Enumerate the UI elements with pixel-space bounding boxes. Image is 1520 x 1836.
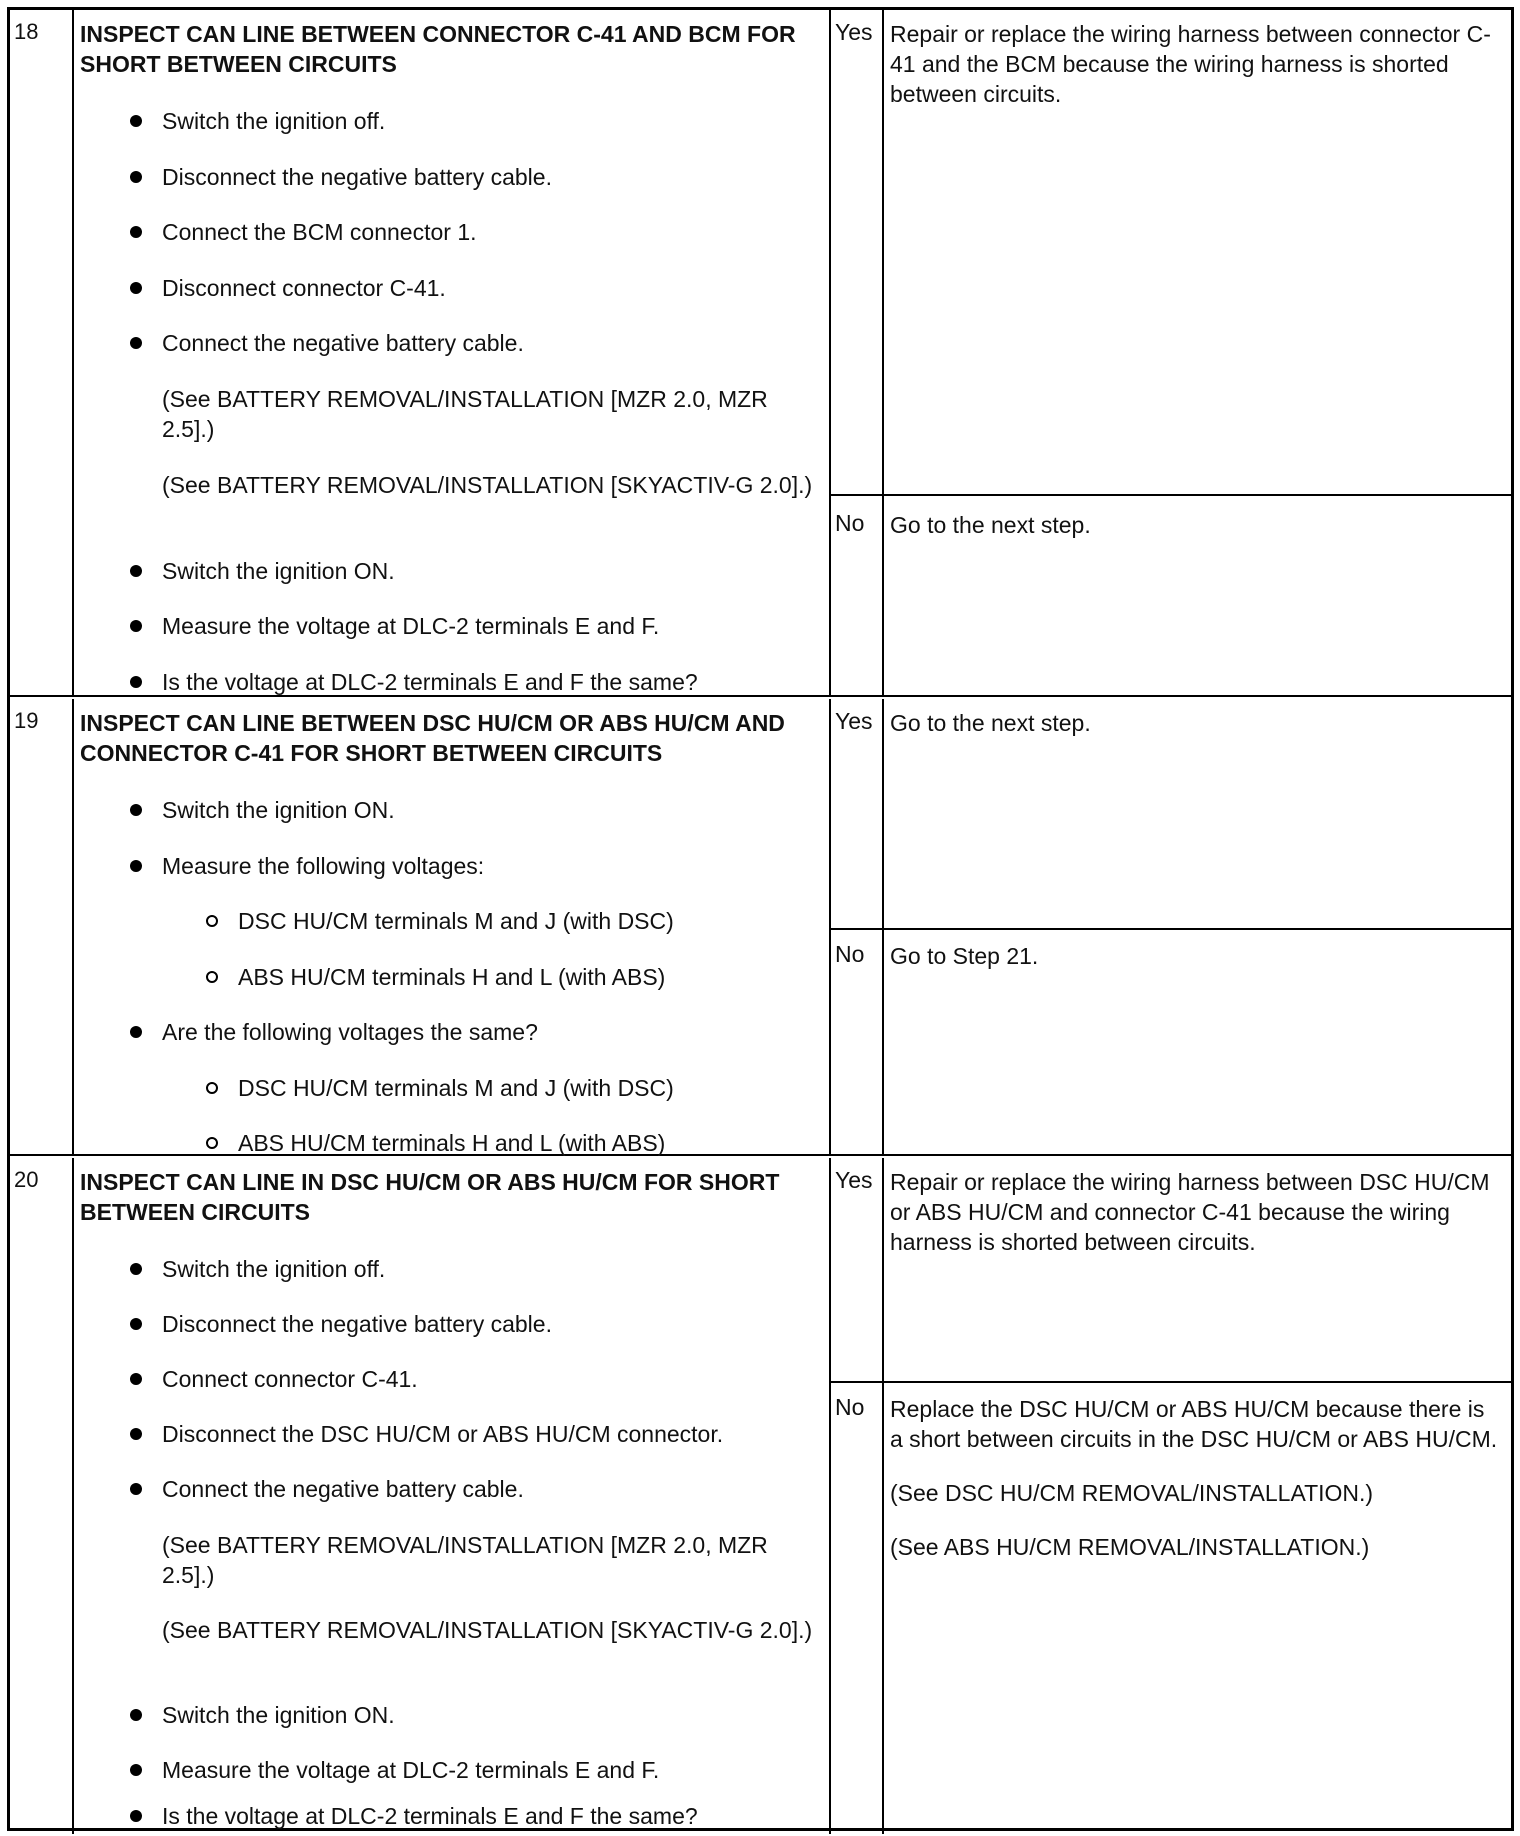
column-divider (829, 10, 831, 695)
instruction-item: Switch the ignition ON. (162, 795, 822, 825)
diagnostic-table (7, 7, 1514, 1831)
row-divider (829, 928, 1511, 930)
instruction-subitem: ABS HU/CM terminals H and L (with ABS) (238, 1128, 823, 1158)
bullet-icon (130, 804, 142, 816)
instruction-item: Disconnect the negative battery cable. (162, 1309, 822, 1339)
bullet-icon (130, 337, 142, 349)
instruction-item: Switch the ignition ON. (162, 556, 822, 586)
bullet-icon (130, 282, 142, 294)
instruction-subitem: DSC HU/CM terminals M and J (with DSC) (238, 906, 823, 936)
instruction-item: Connect the negative battery cable. (162, 328, 822, 358)
no-action: Go to the next step. (890, 512, 1091, 538)
instruction-item: Connect connector C-41. (162, 1364, 822, 1394)
sub-bullet-icon (206, 1137, 218, 1149)
instruction-item: Switch the ignition off. (162, 1254, 822, 1284)
yes-action: Repair or replace the wiring harness between DSC HU/CM or ABS HU/CM and connector C-41 because the wiring harness is shorted between circuits. (890, 1169, 1490, 1255)
bullet-icon (130, 1810, 142, 1822)
instruction-item: Switch the ignition off. (162, 106, 822, 136)
instruction-note: (See BATTERY REMOVAL/INSTALLATION [SKYACTIV-G 2.0].) (162, 1617, 813, 1643)
bullet-icon (130, 1373, 142, 1385)
column-divider (882, 10, 884, 695)
instruction-subitem: DSC HU/CM terminals M and J (with DSC) (238, 1073, 823, 1103)
column-divider (829, 1158, 831, 1834)
yes-label: Yes (835, 708, 873, 734)
instruction-note: (See BATTERY REMOVAL/INSTALLATION [MZR 2.0, MZR 2.5].) (162, 1532, 768, 1588)
bullet-icon (130, 1428, 142, 1440)
step-20 (10, 1158, 1511, 1834)
sub-bullet-icon (206, 1082, 218, 1094)
no-label: No (835, 510, 865, 536)
bullet-icon (130, 565, 142, 577)
yes-action: Repair or replace the wiring harness between connector C-41 and the BCM because the wiring harness is shorted between circuits. (890, 21, 1491, 107)
step-title: INSPECT CAN LINE BETWEEN CONNECTOR C-41 AND BCM FOR SHORT BETWEEN CIRCUITS (80, 21, 796, 77)
step-title: INSPECT CAN LINE BETWEEN DSC HU/CM OR ABS HU/CM AND CONNECTOR C-41 FOR SHORT BETWEEN CIRCUITS (80, 710, 785, 766)
instruction-item: Connect the BCM connector 1. (162, 217, 822, 247)
bullet-icon (130, 620, 142, 632)
bullet-icon (130, 676, 142, 688)
yes-label: Yes (835, 19, 873, 45)
sub-bullet-icon (206, 915, 218, 927)
step-number: 20 (14, 1167, 39, 1192)
column-divider (72, 10, 74, 695)
instruction-item: Disconnect the DSC HU/CM or ABS HU/CM connector. (162, 1419, 822, 1449)
instruction-item: Is the voltage at DLC-2 terminals E and F the same? (162, 667, 822, 697)
sub-bullet-icon (206, 971, 218, 983)
instruction-item: Disconnect the negative battery cable. (162, 162, 822, 192)
column-divider (72, 1158, 74, 1834)
bullet-icon (130, 1709, 142, 1721)
row-divider (829, 1381, 1511, 1383)
step-title: INSPECT CAN LINE IN DSC HU/CM OR ABS HU/CM FOR SHORT BETWEEN CIRCUITS (80, 1169, 780, 1225)
step-19 (10, 699, 1511, 1156)
instruction-item: Disconnect connector C-41. (162, 273, 822, 303)
instruction-item: Measure the voltage at DLC-2 terminals E and F. (162, 1755, 822, 1785)
yes-label: Yes (835, 1167, 873, 1193)
bullet-icon (130, 860, 142, 872)
instruction-note: (See BATTERY REMOVAL/INSTALLATION [MZR 2.0, MZR 2.5].) (162, 386, 768, 442)
instruction-item: Are the following voltages the same? (162, 1017, 822, 1047)
bullet-icon (130, 226, 142, 238)
yes-action: Go to the next step. (890, 710, 1091, 736)
step-18 (10, 10, 1511, 697)
no-label: No (835, 941, 865, 967)
instruction-item: Measure the voltage at DLC-2 terminals E and F. (162, 611, 822, 641)
column-divider (72, 699, 74, 1154)
bullet-icon (130, 1764, 142, 1776)
bullet-icon (130, 1026, 142, 1038)
instruction-note: (See BATTERY REMOVAL/INSTALLATION [SKYACTIV-G 2.0].) (162, 472, 813, 498)
column-divider (882, 1158, 884, 1834)
bullet-icon (130, 1263, 142, 1275)
bullet-icon (130, 1318, 142, 1330)
bullet-icon (130, 1483, 142, 1495)
instruction-item: Connect the negative battery cable. (162, 1474, 822, 1504)
instruction-item: Measure the following voltages: (162, 851, 822, 881)
no-action: Replace the DSC HU/CM or ABS HU/CM because there is a short between circuits in the DSC HU/CM or ABS HU/CM. (See DSC HU/CM REMOVAL/INSTALLATION.) (See ABS HU/CM REMOVAL/INSTALLATION.) (890, 1396, 1498, 1560)
row-divider (829, 494, 1511, 496)
bullet-icon (130, 171, 142, 183)
column-divider (882, 699, 884, 1154)
instruction-item: Switch the ignition ON. (162, 1700, 822, 1730)
step-number: 19 (14, 708, 39, 733)
no-action: Go to Step 21. (890, 943, 1039, 969)
step-number: 18 (14, 19, 39, 44)
instruction-subitem: ABS HU/CM terminals H and L (with ABS) (238, 962, 823, 992)
bullet-icon (130, 115, 142, 127)
no-label: No (835, 1394, 865, 1420)
instruction-item: Is the voltage at DLC-2 terminals E and F the same? (162, 1801, 822, 1831)
column-divider (829, 699, 831, 1154)
